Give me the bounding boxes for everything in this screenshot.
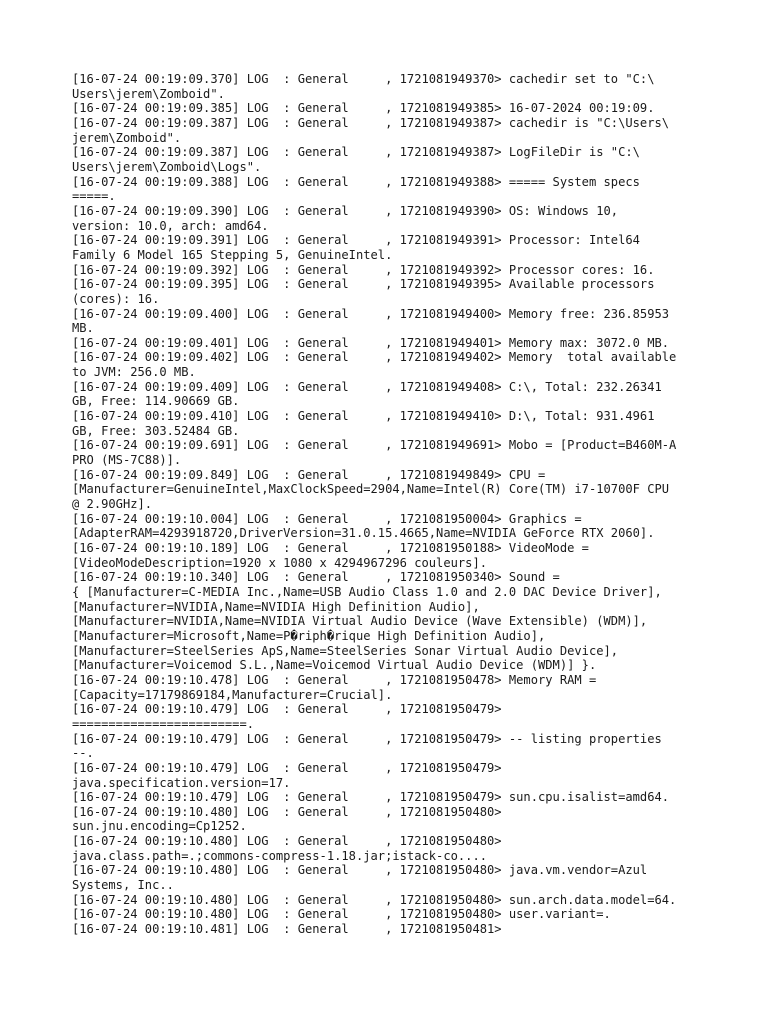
log-line: [16-07-24 00:19:09.410] LOG : General , 1721081949410> D:\, Total: 931.4961 — [72, 409, 655, 424]
log-line: [16-07-24 00:19:10.480] LOG : General , 1721081950480> sun.arch.data.model=64. — [72, 892, 677, 907]
log-line: [16-07-24 00:19:09.390] LOG : General , 1721081949390> OS: Windows 10, — [72, 203, 619, 218]
log-line: [16-07-24 00:19:09.392] LOG : General , 1721081949392> Processor cores: 16. — [72, 262, 655, 277]
log-line: [16-07-24 00:19:10.004] LOG : General , 1721081950004> Graphics = — [72, 511, 582, 526]
log-line: [VideoModeDescription=1920 x 1080 x 4294967296 couleurs]. — [72, 555, 488, 570]
log-line: [16-07-24 00:19:10.481] LOG : General , 1721081950481> — [72, 922, 502, 937]
log-line: [16-07-24 00:19:09.388] LOG : General , 1721081949388> ===== System specs — [72, 174, 640, 189]
log-line: [16-07-24 00:19:09.691] LOG : General , 1721081949691> Mobo = [Product=B460M-A — [72, 438, 677, 453]
log-line: [16-07-24 00:19:09.387] LOG : General , 1721081949387> LogFileDir is "C:\ — [72, 145, 640, 160]
log-line: MB. — [72, 321, 94, 336]
log-line: java.class.path=.;commons-compress-1.18.jar;istack-co.... — [72, 848, 488, 863]
log-line: [16-07-24 00:19:10.479] LOG : General , 1721081950479> — [72, 760, 502, 775]
log-line: [16-07-24 00:19:10.480] LOG : General , 1721081950480> user.variant=. — [72, 907, 611, 922]
log-line: [16-07-24 00:19:10.480] LOG : General , 1721081950480> — [72, 834, 502, 849]
log-line: [Manufacturer=Voicemod S.L.,Name=Voicemod Virtual Audio Device (WDM)] }. — [72, 658, 597, 673]
log-line: [16-07-24 00:19:09.402] LOG : General , 1721081949402> Memory total available — [72, 350, 677, 365]
log-line: version: 10.0, arch: amd64. — [72, 218, 269, 233]
log-line: [16-07-24 00:19:09.400] LOG : General , 1721081949400> Memory free: 236.85953 — [72, 306, 670, 321]
log-line: GB, Free: 114.90669 GB. — [72, 394, 240, 409]
log-line: [Manufacturer=NVIDIA,Name=NVIDIA High Definition Audio], — [72, 599, 480, 614]
log-line: (cores): 16. — [72, 291, 160, 306]
log-line: [16-07-24 00:19:09.370] LOG : General , 1721081949370> cachedir set to "C:\ — [72, 72, 655, 86]
log-line: jerem\Zomboid". — [72, 130, 182, 145]
log-line: ========================. — [72, 716, 255, 731]
log-line: GB, Free: 303.52484 GB. — [72, 423, 240, 438]
log-line: [16-07-24 00:19:09.385] LOG : General , 1721081949385> 16-07-2024 00:19:09. — [72, 101, 655, 116]
log-line: [16-07-24 00:19:10.478] LOG : General , 1721081950478> Memory RAM = — [72, 672, 597, 687]
log-line: java.specification.version=17. — [72, 775, 291, 790]
log-line: [16-07-24 00:19:10.479] LOG : General , 1721081950479> sun.cpu.isalist=amd64. — [72, 790, 670, 805]
log-line: [16-07-24 00:19:09.391] LOG : General , 1721081949391> Processor: Intel64 — [72, 233, 640, 248]
log-line: { [Manufacturer=C-MEDIA Inc.,Name=USB Audio Class 1.0 and 2.0 DAC Device Driver], — [72, 584, 662, 599]
log-line: =====. — [72, 189, 116, 204]
log-document — [72, 72, 704, 937]
log-line: [16-07-24 00:19:09.387] LOG : General , 1721081949387> cachedir is "C:\Users\ — [72, 115, 670, 130]
log-line: [Manufacturer=NVIDIA,Name=NVIDIA Virtual Audio Device (Wave Extensible) (WDM)], — [72, 614, 648, 629]
log-line: to JVM: 256.0 MB. — [72, 365, 196, 380]
log-line: [16-07-24 00:19:10.479] LOG : General , 1721081950479> -- listing properties — [72, 731, 662, 746]
log-line: [16-07-24 00:19:09.409] LOG : General , 1721081949408> C:\, Total: 232.26341 — [72, 379, 662, 394]
log-line: [Manufacturer=GenuineIntel,MaxClockSpeed=2904,Name=Intel(R) Core(TM) i7-10700F CPU — [72, 482, 670, 497]
log-line: [Capacity=17179869184,Manufacturer=Crucial]. — [72, 687, 393, 702]
log-line: [16-07-24 00:19:09.395] LOG : General , 1721081949395> Available processors — [72, 277, 655, 292]
log-line: [16-07-24 00:19:10.189] LOG : General , 1721081950188> VideoMode = — [72, 541, 589, 555]
log-line: PRO (MS-7C88)]. — [72, 453, 182, 468]
log-line: [16-07-24 00:19:10.480] LOG : General , 1721081950480> — [72, 804, 502, 819]
log-line: Users\jerem\Zomboid". — [72, 86, 225, 101]
log-line: [16-07-24 00:19:09.849] LOG : General , 1721081949849> CPU = — [72, 467, 546, 482]
log-line: [AdapterRAM=4293918720,DriverVersion=31.0.15.4665,Name=NVIDIA GeForce RTX 2060]. — [72, 526, 655, 541]
log-line: Family 6 Model 165 Stepping 5, GenuineIntel. — [72, 247, 393, 262]
log-line: [16-07-24 00:19:09.401] LOG : General , 1721081949401> Memory max: 3072.0 MB. — [72, 335, 670, 350]
log-line: [16-07-24 00:19:10.480] LOG : General , 1721081950480> java.vm.vendor=Azul — [72, 863, 648, 878]
log-line: [Manufacturer=SteelSeries ApS,Name=SteelSeries Sonar Virtual Audio Device], — [72, 643, 619, 658]
log-line: --. — [72, 746, 94, 761]
log-line: sun.jnu.encoding=Cp1252. — [72, 819, 247, 834]
log-line: Systems, Inc.. — [72, 878, 174, 893]
log-line: [Manufacturer=Microsoft,Name=P�riph�rique High Definition Audio], — [72, 628, 546, 643]
log-line: [16-07-24 00:19:10.340] LOG : General , 1721081950340> Sound = — [72, 570, 560, 585]
log-line: Users\jerem\Zomboid\Logs". — [72, 159, 262, 174]
log-line: @ 2.90GHz]. — [72, 497, 153, 512]
log-line: [16-07-24 00:19:10.479] LOG : General , 1721081950479> — [72, 702, 502, 717]
